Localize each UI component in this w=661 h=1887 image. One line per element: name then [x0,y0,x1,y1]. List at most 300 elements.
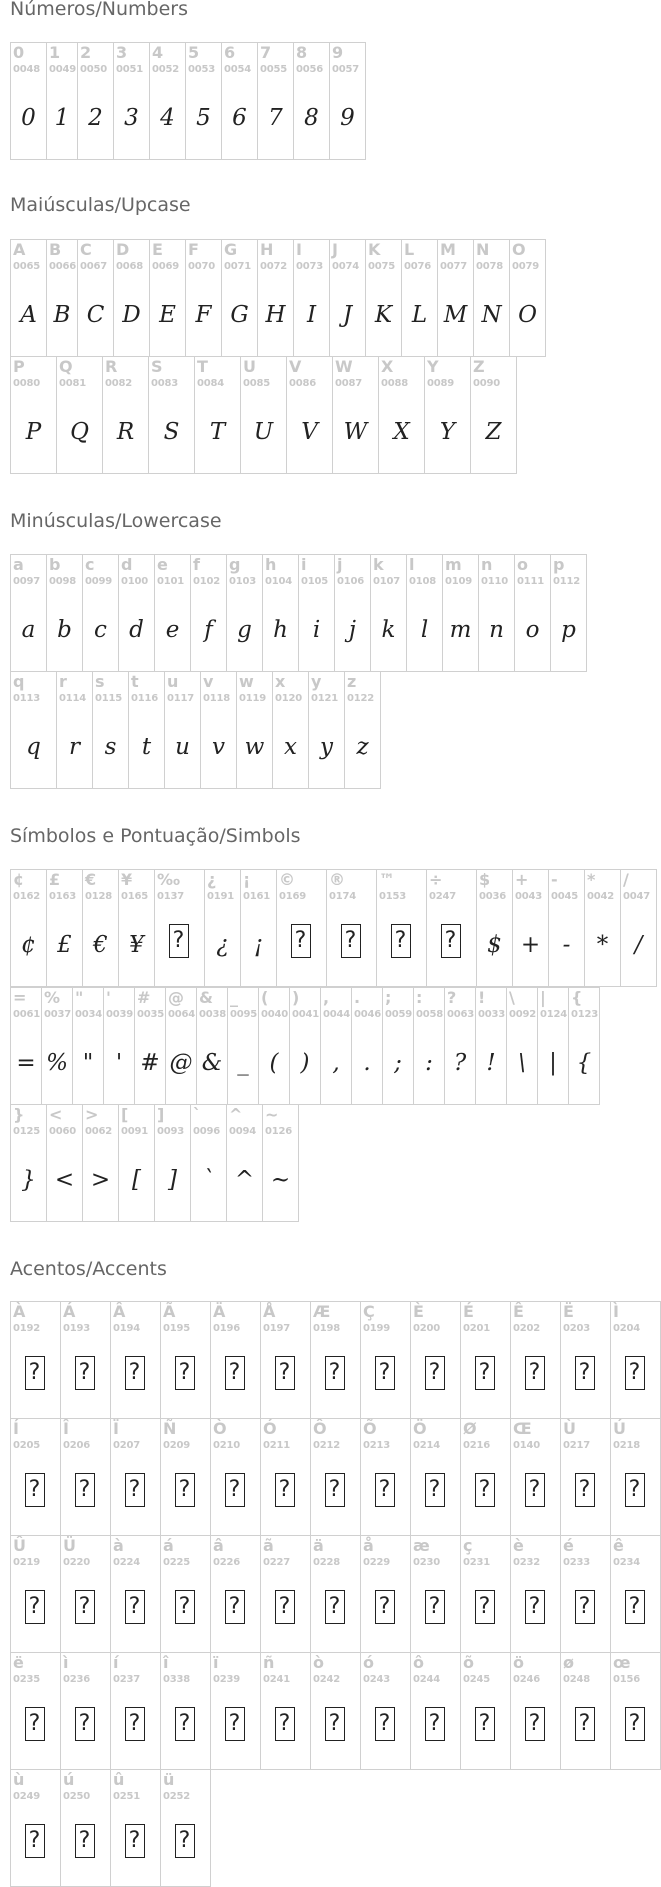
character-label: Î [63,1419,69,1438]
glyph-sample: W [343,419,368,445]
character-label: ê [613,1536,624,1555]
character-code: 0213 [363,1440,391,1451]
missing-glyph-icon [75,1824,95,1858]
glyph-cell [10,1418,61,1536]
character-label: Õ [363,1419,377,1438]
character-code: 0226 [213,1557,241,1568]
glyph-cell [258,987,290,1105]
character-label: Z [473,357,485,376]
glyph-sample: ~ [270,1167,291,1193]
character-code: 0063 [447,1009,475,1020]
glyph-cell [118,554,155,672]
glyph-cell [310,1535,361,1653]
character-label: } [13,1105,25,1124]
character-code: 0140 [513,1440,541,1451]
glyph-sample: { [576,1050,592,1076]
glyph-sample: ' [115,1050,123,1076]
character-code: 0228 [313,1557,341,1568]
character-code: 0169 [279,891,307,902]
character-code: 0034 [75,1009,103,1020]
character-code: 0162 [13,891,41,902]
character-label: ò [313,1653,324,1672]
character-code: 0111 [517,576,545,587]
glyph-cell [460,1652,511,1770]
glyph-cell [514,554,551,672]
glyph-sample: ] [168,1167,177,1193]
glyph-sample: ! [486,1050,496,1076]
glyph-sample: I [306,302,317,328]
character-code: 0079 [512,261,540,272]
character-label: ; [385,988,392,1007]
character-code: 0249 [13,1791,41,1802]
glyph-sample: S [163,419,180,445]
glyph-cell [46,42,78,160]
character-code: 0174 [329,891,357,902]
glyph-cell [56,671,93,789]
character-label: ¢ [13,870,25,889]
glyph-sample: Q [70,419,89,445]
glyph-sample: } [21,1167,36,1193]
glyph-cell [10,42,47,160]
character-code: 0064 [168,1009,196,1020]
character-code: 0107 [373,576,401,587]
character-label: p [553,555,565,574]
character-label: ù [13,1770,25,1789]
character-code: 0081 [59,378,87,389]
character-label: Œ [513,1419,532,1438]
character-code: 0251 [113,1791,141,1802]
glyph-row [10,1418,660,1536]
character-code: 0051 [116,64,144,75]
glyph-cell [226,1104,263,1222]
character-label: æ [413,1536,430,1555]
glyph-sample: N [481,302,502,328]
character-label: Ö [413,1419,427,1438]
character-label: £ [49,870,61,889]
character-label: \ [509,988,515,1007]
character-code: 0247 [429,891,457,902]
glyph-cell [60,1535,111,1653]
character-code: 0210 [213,1440,241,1451]
glyph-cell [148,356,195,474]
glyph-cell [10,356,57,474]
glyph-cell [510,1301,561,1419]
character-code: 0070 [188,261,216,272]
character-code: 0234 [613,1557,641,1568]
glyph-cell [190,554,227,672]
character-code: 0207 [113,1440,141,1451]
glyph-sample: m [449,617,472,643]
character-label: I [296,240,302,259]
character-label: 2 [80,43,92,62]
character-code: 0236 [63,1674,91,1685]
character-code: 0246 [513,1674,541,1685]
character-label: l [409,555,415,574]
character-label: Ø [463,1419,477,1438]
glyph-cell [160,1301,211,1419]
character-code: 0095 [230,1009,258,1020]
glyph-cell [165,987,197,1105]
character-code: 0191 [207,891,235,902]
glyph-sample: o [525,617,540,643]
glyph-cell [509,239,546,357]
character-label: < [49,1105,63,1124]
missing-glyph-icon [425,1707,445,1741]
glyph-row [10,987,599,1105]
glyph-sample: [ [132,1167,141,1193]
character-label: À [13,1302,26,1321]
glyph-cell [334,554,371,672]
character-label: ! [478,988,486,1007]
glyph-cell [260,1652,311,1770]
missing-glyph-icon [341,924,361,958]
glyph-cell [460,1301,511,1419]
missing-glyph-icon [575,1356,595,1390]
missing-glyph-icon [25,1707,45,1741]
glyph-sample: d [129,617,144,643]
missing-glyph-icon [125,1356,145,1390]
character-code: 0043 [515,891,543,902]
character-label: é [563,1536,574,1555]
glyph-sample: ( [269,1050,279,1076]
glyph-cell [344,671,381,789]
character-code: 0098 [49,576,77,587]
glyph-cell [510,1535,561,1653]
missing-glyph-icon [625,1473,645,1507]
character-label: ] [157,1105,165,1124]
glyph-cell [410,1418,461,1536]
glyph-cell [210,1418,261,1536]
missing-glyph-icon [625,1707,645,1741]
glyph-sample: D [122,302,141,328]
section-title: Acentos/Accents [10,1258,167,1280]
glyph-cell [72,987,104,1105]
missing-glyph-icon [325,1590,345,1624]
character-code: 0193 [63,1323,91,1334]
missing-glyph-icon [375,1590,395,1624]
glyph-cell [298,554,335,672]
glyph-sample: \ [518,1050,526,1076]
character-code: 0206 [63,1440,91,1451]
glyph-cell [560,1652,611,1770]
glyph-cell [10,1652,61,1770]
character-code: 0195 [163,1323,191,1334]
character-code: 0219 [13,1557,41,1568]
character-label: [ [121,1105,129,1124]
glyph-cell [610,1418,661,1536]
character-label: H [260,240,274,259]
character-label: ë [13,1653,24,1672]
glyph-sample: ` [202,1167,215,1193]
missing-glyph-icon [525,1707,545,1741]
character-code: 0244 [413,1674,441,1685]
glyph-sample: = [16,1050,36,1076]
glyph-cell [610,1652,661,1770]
character-label: ~ [265,1105,279,1124]
glyph-cell [10,1104,47,1222]
character-code: 0092 [509,1009,537,1020]
character-code: 0099 [85,576,113,587]
glyph-cell [160,1652,211,1770]
missing-glyph-icon [75,1590,95,1624]
character-label: Ñ [163,1419,177,1438]
character-label: > [85,1105,99,1124]
character-code: 0137 [157,891,185,902]
character-label: ö [513,1653,524,1672]
character-code: 0124 [540,1009,568,1020]
character-code: 0114 [59,693,87,704]
glyph-sample: ; [394,1050,402,1076]
glyph-cell [360,1418,411,1536]
character-code: 0196 [213,1323,241,1334]
missing-glyph-icon [441,924,461,958]
missing-glyph-icon [375,1356,395,1390]
character-label: & [199,988,213,1007]
character-label: Ê [513,1302,524,1321]
glyph-cell [584,869,621,987]
glyph-sample: c [94,617,107,643]
glyph-cell [110,1301,161,1419]
glyph-cell [360,1301,411,1419]
glyph-sample: 1 [54,105,70,131]
character-label: î [163,1653,169,1672]
missing-glyph-icon [375,1707,395,1741]
glyph-sample: 2 [88,105,103,131]
character-code: 0204 [613,1323,641,1334]
glyph-cell [236,671,273,789]
glyph-cell [310,1301,361,1419]
glyph-cell [82,869,119,987]
missing-glyph-icon [525,1590,545,1624]
glyph-cell [10,1535,61,1653]
glyph-cell [196,987,228,1105]
section-title: Números/Numbers [10,0,188,20]
glyph-cell [10,1769,61,1887]
missing-glyph-icon [525,1473,545,1507]
character-code: 0071 [224,261,252,272]
glyph-cell [164,671,201,789]
character-code: 0192 [13,1323,41,1334]
character-label: ó [363,1653,374,1672]
character-code: 0041 [292,1009,320,1020]
character-code: 0198 [313,1323,341,1334]
glyph-cell [437,239,474,357]
missing-glyph-icon [425,1590,445,1624]
character-label: o [517,555,528,574]
character-code: 0218 [613,1440,641,1451]
character-code: 0235 [13,1674,41,1685]
character-label: e [157,555,168,574]
character-label: j [337,555,343,574]
glyph-row [10,1301,660,1419]
glyph-sample: @ [169,1050,193,1076]
glyph-row [10,1104,298,1222]
missing-glyph-icon [175,1824,195,1858]
glyph-cell [226,554,263,672]
section-title: Símbolos e Pontuação/Simbols [10,825,301,847]
character-code: 0201 [463,1323,491,1334]
glyph-sample: l [420,617,429,643]
glyph-sample: H [265,302,286,328]
character-code: 0045 [551,891,579,902]
character-code: 0205 [13,1440,41,1451]
character-label: Q [59,357,73,376]
character-code: 0044 [323,1009,351,1020]
character-code: 0248 [563,1674,591,1685]
glyph-sample: < [54,1167,75,1193]
glyph-sample: O [518,302,537,328]
missing-glyph-icon [169,924,189,958]
glyph-sample: 4 [160,105,175,131]
glyph-cell [620,869,657,987]
character-label: 8 [296,43,308,62]
missing-glyph-icon [275,1473,295,1507]
character-label: Ó [263,1419,277,1438]
glyph-cell [185,239,222,357]
glyph-sample: ) [300,1050,310,1076]
character-code: 0117 [167,693,195,704]
character-code: 0113 [13,693,41,704]
character-code: 0042 [587,891,615,902]
character-label: V [289,357,302,376]
glyph-sample: M [443,302,468,328]
character-label: Ï [113,1419,119,1438]
glyph-cell [537,987,569,1105]
character-code: 0085 [243,378,271,389]
character-label: f [193,555,200,574]
character-label: E [152,240,163,259]
glyph-cell [406,554,443,672]
character-code: 0094 [229,1126,257,1137]
character-label: P [13,357,25,376]
missing-glyph-icon [225,1590,245,1624]
glyph-cell [360,1652,411,1770]
glyph-cell [310,1418,361,1536]
character-code: 0125 [13,1126,41,1137]
glyph-cell [227,987,259,1105]
character-code: 0241 [263,1674,291,1685]
glyph-sample: ¥ [129,932,144,958]
glyph-cell [478,554,515,672]
character-label: Ò [213,1419,227,1438]
character-code: 0227 [263,1557,291,1568]
glyph-sample: ¡ [253,932,264,958]
character-code: 0067 [80,261,108,272]
character-code: 0040 [261,1009,289,1020]
glyph-cell [262,1104,299,1222]
glyph-sample: e [165,617,180,643]
glyph-row [10,356,516,474]
missing-glyph-icon [225,1473,245,1507]
character-code: 0252 [163,1791,191,1802]
character-label: ÷ [429,870,443,889]
missing-glyph-icon [125,1707,145,1741]
character-code: 0082 [105,378,133,389]
glyph-sample: 7 [268,105,283,131]
glyph-cell [293,42,330,160]
character-code: 0039 [106,1009,134,1020]
character-label: 9 [332,43,344,62]
missing-glyph-icon [225,1356,245,1390]
character-code: 0230 [413,1557,441,1568]
character-label: * [587,870,596,889]
character-label: ® [329,870,345,889]
glyph-cell [160,1769,211,1887]
character-code: 0245 [463,1674,491,1685]
glyph-sample: 8 [304,105,319,131]
glyph-sample: Z [485,419,502,445]
character-label: v [203,672,214,691]
character-label: J [332,240,338,259]
character-label: Ç [363,1302,375,1321]
character-code: 0053 [188,64,216,75]
character-code: 0050 [80,64,108,75]
glyph-cell [240,869,277,987]
glyph-cell [210,1301,261,1419]
character-code: 0118 [203,693,231,704]
character-code: 0163 [49,891,77,902]
character-label: " [75,988,84,1007]
glyph-cell [329,42,366,160]
character-code: 0242 [313,1674,341,1685]
glyph-cell [560,1535,611,1653]
character-label: h [265,555,277,574]
character-label: ™ [379,870,395,889]
glyph-cell [351,987,383,1105]
character-label: b [49,555,61,574]
glyph-cell [77,42,114,160]
character-label: Ú [613,1419,626,1438]
character-code: 0209 [163,1440,191,1451]
section-title: Maiúsculas/Upcase [10,194,191,216]
character-code: 0101 [157,576,185,587]
section-title: Minúsculas/Lowercase [10,510,222,532]
character-label: ) [292,988,300,1007]
glyph-sample: G [230,302,249,328]
character-label: + [515,870,529,889]
missing-glyph-icon [475,1590,495,1624]
glyph-sample: * [596,932,609,958]
missing-glyph-icon [275,1707,295,1741]
missing-glyph-icon [325,1356,345,1390]
glyph-cell [365,239,402,357]
character-label: | [540,988,546,1007]
character-code: 0074 [332,261,360,272]
character-code: 0200 [413,1323,441,1334]
character-code: 0122 [347,693,375,704]
glyph-sample: + [520,932,541,958]
glyph-cell [46,239,78,357]
character-code: 0096 [193,1126,221,1137]
glyph-cell [210,1652,261,1770]
character-code: 0048 [13,64,41,75]
glyph-cell [60,1301,111,1419]
glyph-sample: B [53,302,71,328]
glyph-sample: R [116,419,135,445]
character-label: A [13,240,26,259]
glyph-sample: 6 [232,105,247,131]
character-label: â [213,1536,224,1555]
glyph-cell [460,1418,511,1536]
character-label: D [116,240,130,259]
glyph-cell [110,1652,161,1770]
glyph-cell [46,554,83,672]
character-label: W [335,357,353,376]
character-code: 0088 [381,378,409,389]
missing-glyph-icon [25,1590,45,1624]
glyph-sample: # [140,1050,160,1076]
character-code: 0033 [478,1009,506,1020]
